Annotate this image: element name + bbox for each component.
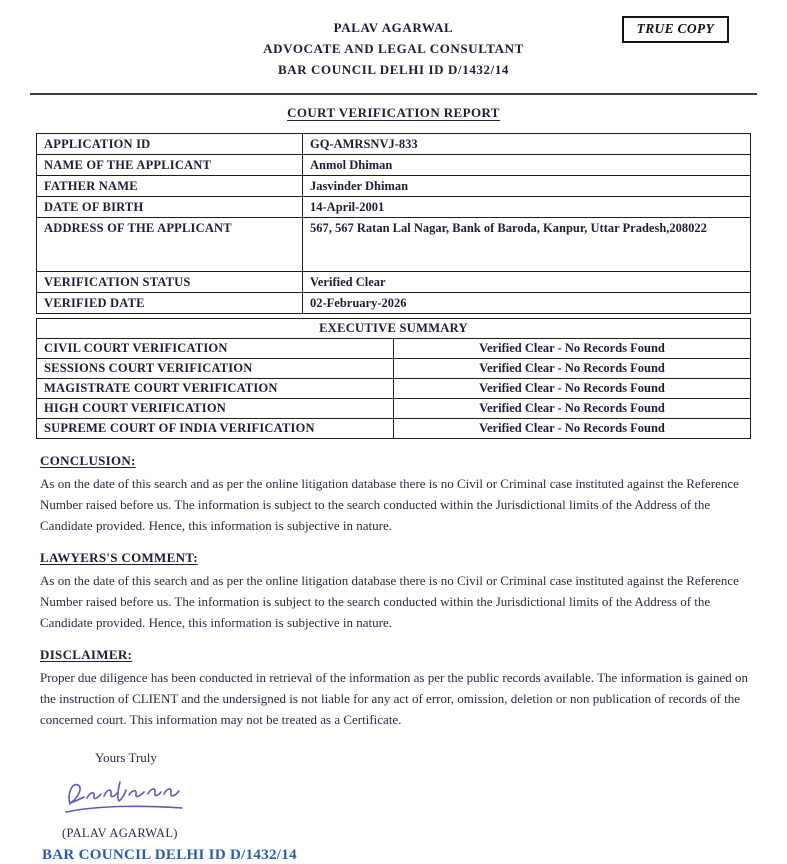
verification-result: Verified Clear - No Records Found (394, 339, 751, 359)
true-copy-label: TRUE COPY (636, 21, 714, 36)
table-row (37, 134, 751, 155)
verification-label: SUPREME COURT OF INDIA VERIFICATION (37, 419, 394, 439)
detail-value: Anmol Dhiman (303, 155, 751, 176)
verification-result: Verified Clear - No Records Found (394, 399, 751, 419)
conclusion-text: As on the date of this search and as per the online litigation database there is no Civil or Criminal case instituted against the Reference Number raised before us. The information is subject to the search conducted within the Jurisdictional limits of the Address of the Candidate provided. Hence, this information is subjective in nature. (40, 476, 739, 533)
verification-result: Verified Clear - No Records Found (394, 379, 751, 399)
signature-image (60, 772, 787, 824)
bar-council-id-footer: BAR COUNCIL DELHI ID D/1432/14 (42, 847, 297, 863)
detail-value: 14-April-2001 (303, 197, 751, 218)
detail-label: APPLICATION ID (37, 134, 303, 155)
true-copy-stamp (622, 16, 729, 43)
detail-value: 567, 567 Ratan Lal Nagar, Bank of Baroda, Kanpur, Uttar Pradesh,208022 (303, 218, 751, 272)
table-row (37, 399, 751, 419)
table-row (37, 379, 751, 399)
verification-label: MAGISTRATE COURT VERIFICATION (37, 379, 394, 399)
report-title: COURT VERIFICATION REPORT (287, 105, 500, 120)
conclusion-section (40, 453, 755, 536)
handwritten-signature-icon (60, 772, 190, 824)
verification-label: SESSIONS COURT VERIFICATION (37, 359, 394, 379)
table-row (37, 319, 751, 339)
detail-label: VERIFIED DATE (37, 293, 303, 314)
lawyers-comment-text: As on the date of this search and as per the online litigation database there is no Civil or Criminal case instituted against the Reference Number raised before us. The information is subject to the search conducted within the Jurisdictional limits of the Address of the Candidate provided. Hence, this information is subjective in nature. (40, 573, 739, 630)
executive-summary-table (36, 318, 751, 439)
lawyers-comment-section (40, 550, 755, 633)
detail-label: FATHER NAME (37, 176, 303, 197)
closing-salutation: Yours Truly (95, 750, 157, 765)
executive-summary-title: EXECUTIVE SUMMARY (37, 319, 751, 339)
table-row (37, 176, 751, 197)
table-row (37, 197, 751, 218)
signatory-name: (PALAV AGARWAL) (62, 826, 178, 840)
detail-label: DATE OF BIRTH (37, 197, 303, 218)
table-row (37, 419, 751, 439)
header-divider (30, 93, 757, 95)
conclusion-heading: CONCLUSION: (40, 453, 136, 468)
advocate-name: PALAV AGARWAL (333, 20, 454, 35)
table-row (37, 293, 751, 314)
detail-label: NAME OF THE APPLICANT (37, 155, 303, 176)
detail-value: Verified Clear (303, 272, 751, 293)
detail-label: VERIFICATION STATUS (37, 272, 303, 293)
verification-label: CIVIL COURT VERIFICATION (37, 339, 394, 359)
verification-result: Verified Clear - No Records Found (394, 359, 751, 379)
table-row (37, 272, 751, 293)
table-row (37, 218, 751, 272)
verification-label: HIGH COURT VERIFICATION (37, 399, 394, 419)
verification-result: Verified Clear - No Records Found (394, 419, 751, 439)
advocate-designation: ADVOCATE AND LEGAL CONSULTANT (263, 41, 524, 56)
detail-value: GQ-AMRSNVJ-833 (303, 134, 751, 155)
lawyers-comment-heading: LAWYERS'S COMMENT: (40, 550, 198, 565)
detail-label: ADDRESS OF THE APPLICANT (37, 218, 303, 272)
table-row (37, 359, 751, 379)
detail-value: 02-February-2026 (303, 293, 751, 314)
disclaimer-heading: DISCLAIMER: (40, 647, 133, 662)
advocate-bar-id: BAR COUNCIL DELHI ID D/1432/14 (277, 62, 510, 77)
applicant-details-table (36, 133, 751, 314)
detail-value: Jasvinder Dhiman (303, 176, 751, 197)
table-row (37, 339, 751, 359)
table-row (37, 155, 751, 176)
disclaimer-section (40, 647, 755, 730)
disclaimer-text: Proper due diligence has been conducted in retrieval of the information as per the public records available. The information is gained on the instruction of CLIENT and the undersigned is not liable for any act of error, omission, deletion or non publication of records of the concerned court. This information may not be treated as a Certificate. (40, 670, 749, 727)
